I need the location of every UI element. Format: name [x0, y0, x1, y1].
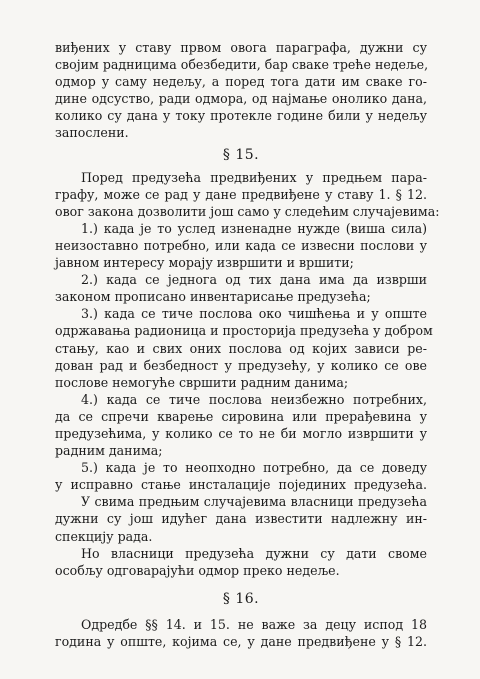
text-line: спекцију рада.: [55, 528, 153, 544]
text-line: У свима предњим случајевима власници предузећа: [81, 494, 427, 510]
list-item-3: [55, 305, 433, 390]
text-line: послове немогуће свршити радним данима;: [55, 374, 349, 390]
list-item-1: [55, 220, 427, 271]
text-line: 1.) када је то услед изненадне нужде (виша сила): [81, 220, 427, 236]
text-line: 4.) када се тиче послова неизбежно потребних,: [81, 391, 427, 407]
section-16-paragraph: [55, 616, 427, 650]
text-line: Поред предузећа предвиђених у предњем пара-: [81, 169, 427, 185]
text-line: колико су дана у току протекле године били у недељу: [55, 108, 427, 124]
paragraph-intro: [55, 39, 427, 142]
section-heading-15: § 15.: [222, 146, 260, 163]
text-line: дине одсуство, ради одмора, од најмање онолико дана,: [55, 91, 427, 107]
list-item-5: [55, 459, 427, 493]
text-line: овог закона дозволити још само у следећим случајевима:: [55, 203, 440, 219]
list-item-4: [55, 391, 427, 459]
text-line: одмор у саму недељу, а поред тога дати им сваке го-: [55, 74, 427, 90]
text-line: радним данима;: [55, 443, 163, 459]
text-line: особљу одговарајући одмор преко недеље.: [55, 562, 340, 578]
text-line: година у опште, којима се, у дане предвиђене у § 12.: [55, 633, 427, 649]
document-page: [55, 39, 440, 650]
text-line: 3.) када се тиче послова око чишћења и у опште: [81, 306, 427, 322]
text-line: дован рад и безбедност у предузећу, у колико се ове: [55, 357, 427, 373]
text-line: графу, може се рад у дане предвиђене у ставу 1. § 12.: [55, 186, 427, 202]
text-line: својим радницима обезбедити, бар сваке треће недеље,: [55, 57, 429, 73]
text-line: у исправно стање инсталације појединих предузећа.: [55, 477, 427, 493]
text-line: предузећима, у колико се то не би могло извршити у: [55, 425, 427, 441]
closing-paragraph-2: [55, 545, 427, 579]
text-line: 2.) када се једнога од тих дана има да изврши: [81, 272, 427, 288]
text-line: стању, као и свих оних послова од којих зависи ре-: [55, 340, 427, 356]
section-15-intro: [55, 169, 440, 220]
text-line: јавном интересу морају извршити и вршити;: [55, 255, 354, 271]
text-line: запослени.: [55, 125, 129, 141]
text-line: законом прописано инвентарисање предузећа;: [55, 289, 371, 305]
text-line: виђених у ставу првом овога параграфа, дужни су: [55, 40, 427, 55]
text-line: Но власници предузећа дужни су дати своме: [81, 545, 427, 561]
text-line: 5.) када је то неопходно потребно, да се доведу: [81, 460, 427, 476]
text-line: одржавања радионица и просторија предузећа у добром: [55, 323, 433, 339]
closing-paragraph-1: [55, 493, 427, 544]
text-line: неизоставно потребно, или када се извесни послови у: [55, 237, 427, 253]
section-heading-16: § 16.: [222, 590, 260, 607]
text-line: да се спречи кварење сировина или прерађевина у: [55, 408, 427, 424]
text-line: Одредбе §§ 14. и 15. не важе за децу испод 18: [81, 616, 427, 632]
text-line: дужни су још идућег дана известити надлежну ин-: [55, 511, 427, 527]
list-item-2: [55, 271, 427, 305]
